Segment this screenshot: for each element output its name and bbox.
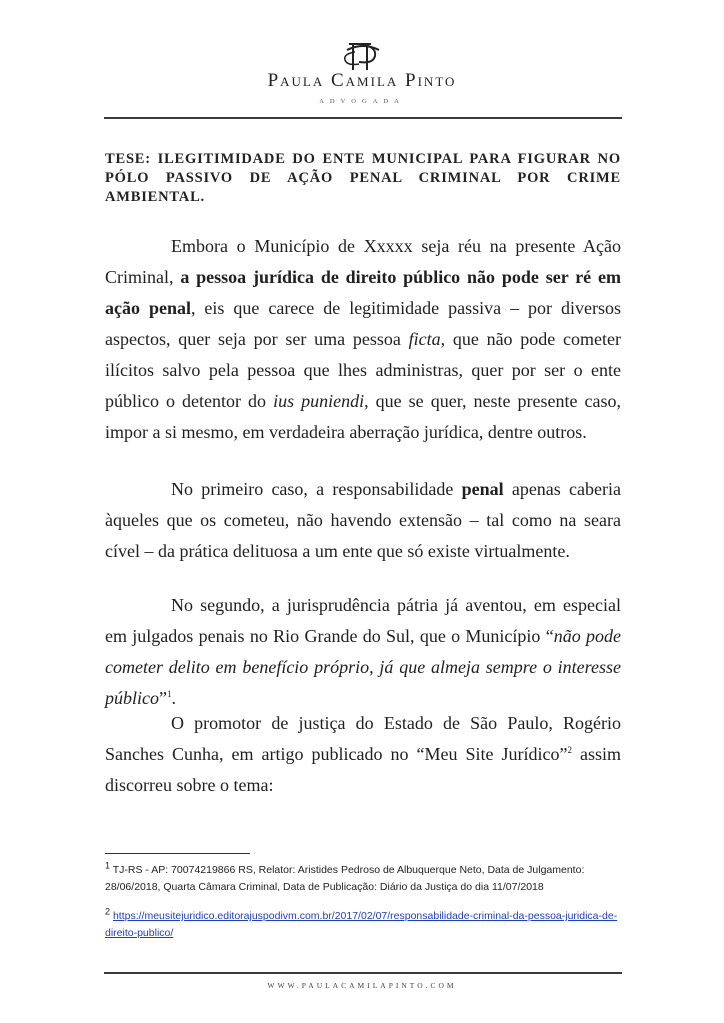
paragraph-3 (105, 590, 621, 714)
footer-divider (104, 972, 622, 974)
paragraph-2 (105, 474, 621, 567)
footnote-2 (105, 908, 621, 942)
paragraph-4 (105, 708, 621, 801)
p3-text-2: ” (159, 688, 167, 708)
footnote-ref-2[interactable]: 2 (567, 745, 572, 755)
p1-text-4: , que se quer, neste presente caso, impor a si mesmo, em verdadeira aberração jurídica, dentre outros. (105, 391, 621, 442)
thesis-heading: TESE: ILEGITIMIDADE DO ENTE MUNICIPAL PARA FIGURAR NO PÓLO PASSIVO DE AÇÃO PENAL CRIMINAL POR CRIME AMBIENTAL. (105, 151, 621, 205)
footnote-1-mark: 1 (105, 860, 111, 871)
brand-name: Paula Camila Pinto (267, 70, 457, 91)
footnote-2-link[interactable]: https://meusitejuridico.editorajuspodivm.com.br/2017/02/07/responsabilidade-criminal-da-pessoa-juridica-de-direito-publico/ (105, 910, 618, 939)
p3-text-1: No segundo, a jurisprudência pátria já aventou, em especial em julgados penais no Rio Grande do Sul, que o Município “ (105, 595, 621, 646)
p3-italic-1: não pode cometer delito em benefício próprio, já que almeja sempre o interesse público (105, 626, 621, 708)
p1-text-2: , eis que carece de legitimidade passiva – por diversos aspectos, quer seja por ser uma pessoa (105, 298, 621, 349)
footnote-1 (105, 862, 621, 896)
paragraph-1 (105, 231, 621, 448)
p1-bold-1: a pessoa jurídica de direito público não pode ser ré em ação penal (105, 267, 621, 318)
p1-italic-1: ficta (408, 329, 441, 349)
footnote-2-mark: 2 (105, 906, 111, 917)
header-divider (104, 117, 622, 119)
p4-text-1: O promotor de justiça do Estado de São Paulo, Rogério Sanches Cunha, em artigo publicado no “Meu Site Jurídico” (105, 713, 621, 764)
footnote-ref-1[interactable]: 1 (167, 689, 172, 699)
p4-text-2: assim discorreu sobre o tema: (105, 744, 621, 795)
p3-text-3: . (171, 688, 176, 708)
brand-subtitle: ADVOGADA (319, 98, 405, 105)
footnote-divider (105, 853, 250, 854)
footer-website: WWW.PAULACAMILAPINTO.COM (267, 981, 457, 990)
p2-text-1: No primeiro caso, a responsabilidade (171, 479, 462, 499)
footnote-1-text: TJ-RS - AP: 70074219866 RS, Relator: Aristides Pedroso de Albuquerque Neto, Data de Julgamento: 28/06/2018, Quarta Câmara Criminal, Data de Publicação: Diário da Justiça do dia 11/07/2018 (105, 864, 585, 893)
p2-text-2: apenas caberia àqueles que os cometeu, não havendo extensão – tal como na seara cível – da prática delituosa a um ente que só existe virtualmente. (105, 479, 621, 561)
p1-text-3: , que não pode cometer ilícitos salvo pela pessoa que lhes administras, quer por ser o ente público o detentor do (105, 329, 621, 411)
p2-bold-1: penal (461, 479, 504, 499)
p1-italic-2: ius puniendi (273, 391, 365, 411)
p1-text-1: Embora o Município de Xxxxx seja réu na presente Ação Criminal, (105, 236, 621, 287)
